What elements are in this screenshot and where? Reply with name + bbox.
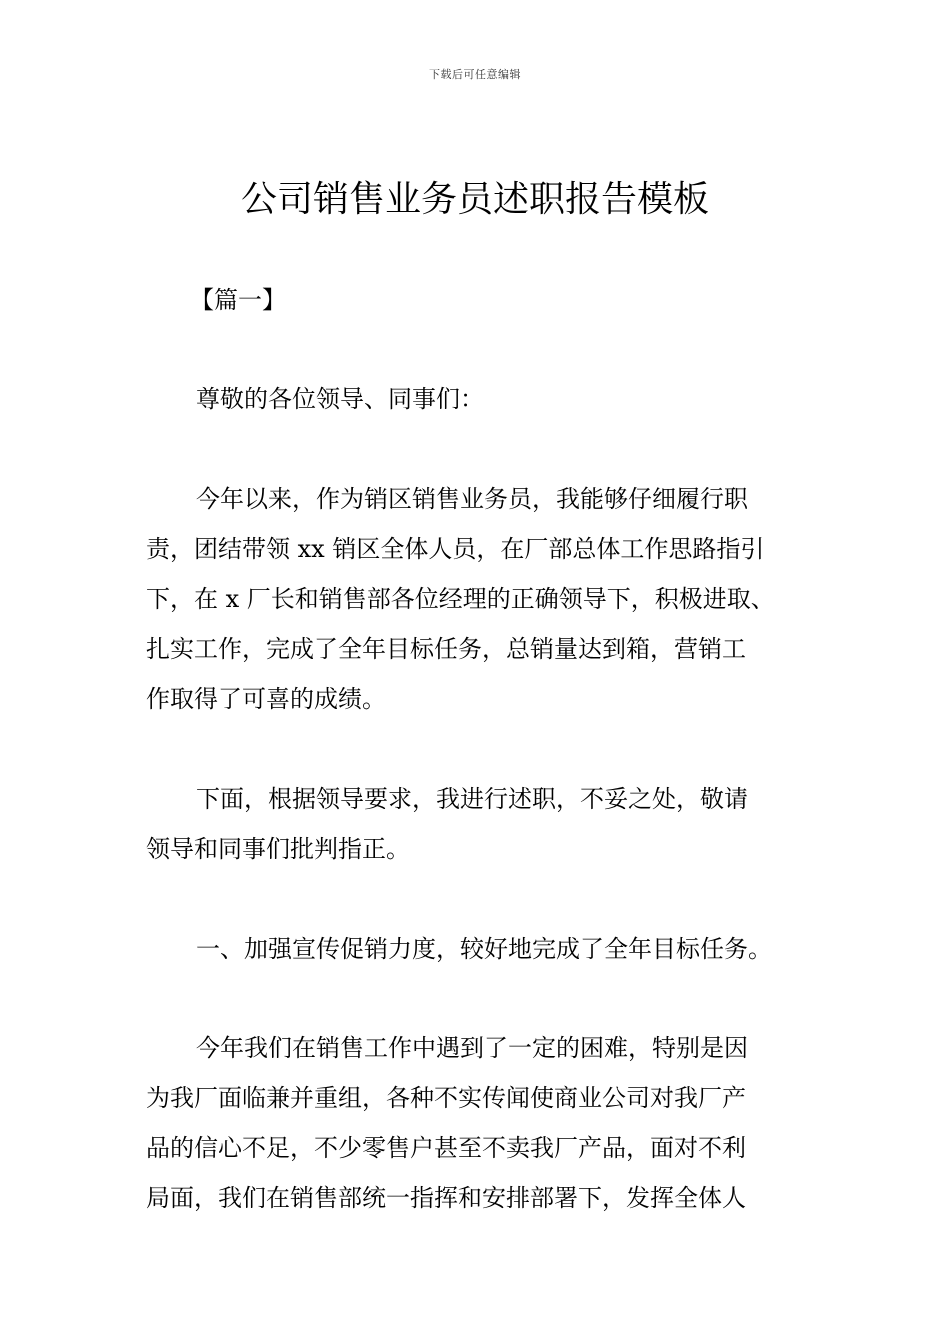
salutation-paragraph [146, 374, 806, 424]
paragraph-line: 领导和同事们批判指正。 [146, 835, 410, 863]
intro-paragraph [146, 474, 806, 724]
paragraph-line: 今年我们在销售工作中遇到了一定的困难，特别是因 [196, 1034, 748, 1062]
difficulties-paragraph [146, 1023, 806, 1223]
paragraph-line: 责，团结带领 xx 销区全体人员，在厂部总体工作思路指引 [146, 535, 765, 563]
document-title: 公司销售业务员述职报告模板 [240, 179, 709, 220]
report-request-paragraph [146, 774, 806, 874]
header-note: 下载后可任意编辑 [429, 68, 521, 81]
paragraph-line: 扎实工作，完成了全年目标任务，总销量达到箱，营销工 [146, 635, 746, 663]
paragraph-line: 作取得了可喜的成绩。 [146, 685, 386, 713]
paragraph-line: 尊敬的各位领导、同事们： [196, 385, 484, 413]
section-label: 【篇一】 [190, 286, 286, 314]
paragraph-line: 局面，我们在销售部统一指挥和安排部署下，发挥全体人 [146, 1184, 746, 1212]
paragraph-line: 今年以来，作为销区销售业务员，我能够仔细履行职 [196, 485, 748, 513]
paragraph-line: 为我厂面临兼并重组，各种不实传闻使商业公司对我厂产 [146, 1084, 746, 1112]
paragraph-line: 下，在 x 厂长和销售部各位经理的正确领导下，积极进取、 [146, 585, 775, 613]
paragraph-line: 下面，根据领导要求，我进行述职，不妥之处，敬请 [196, 785, 748, 813]
point-one-heading [146, 924, 806, 974]
paragraph-line: 一、加强宣传促销力度，较好地完成了全年目标任务。 [196, 935, 772, 963]
paragraph-line: 品的信心不足，不少零售户甚至不卖我厂产品，面对不利 [146, 1134, 746, 1162]
